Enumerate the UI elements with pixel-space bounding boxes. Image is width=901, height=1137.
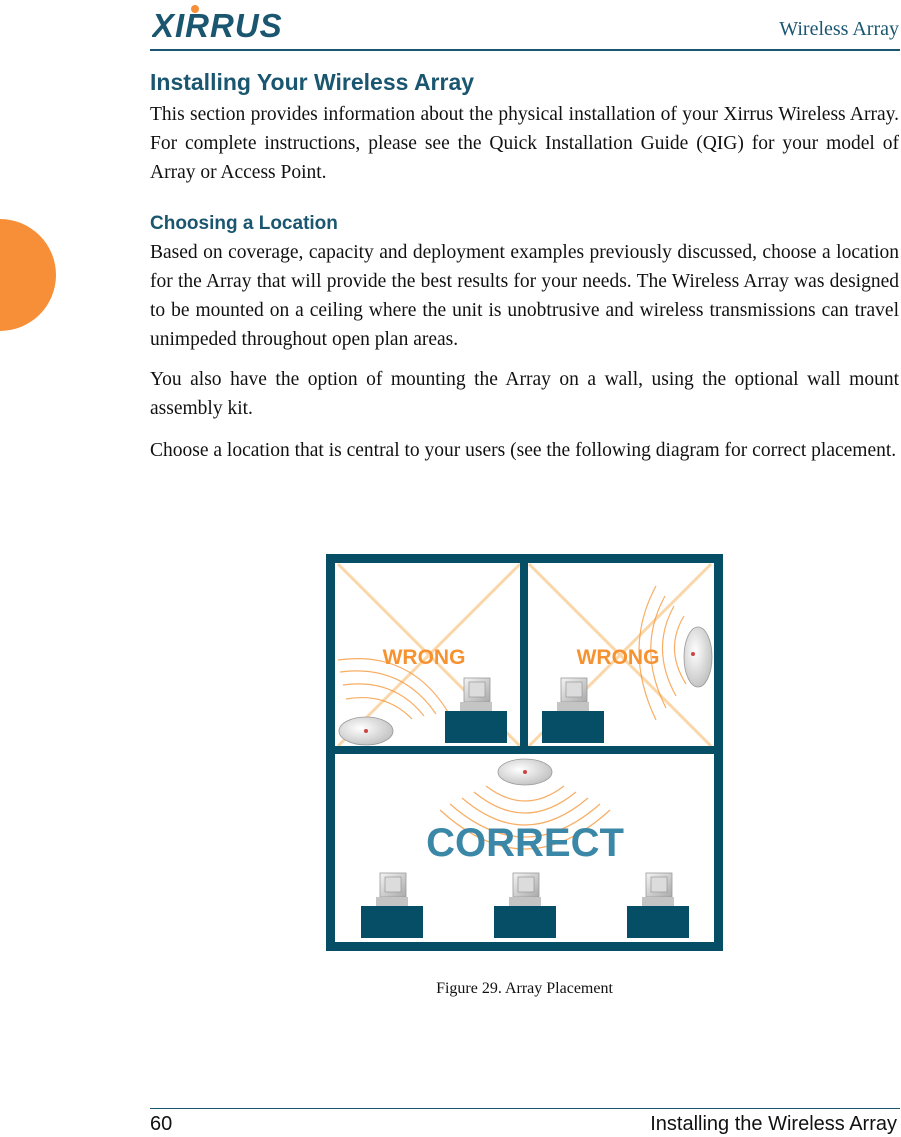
signal-waves <box>338 586 686 849</box>
wall-top <box>326 554 723 563</box>
workstation-1 <box>445 678 507 743</box>
label-correct: CORRECT <box>426 821 624 865</box>
wall-right <box>714 554 723 951</box>
workstation-2 <box>542 678 604 743</box>
wall-bottom <box>326 942 723 951</box>
logo-wordmark: XIRRUS <box>152 7 283 44</box>
page-content <box>150 64 899 465</box>
footer-rule <box>150 1108 900 1109</box>
workstation-4 <box>494 873 556 938</box>
chapter-tab-marker <box>0 219 56 331</box>
wall-middle <box>520 563 528 746</box>
page-number: 60 <box>150 1113 173 1135</box>
wall-left <box>326 554 335 951</box>
subsection-title: Choosing a Location <box>150 213 338 234</box>
label-wrong-left: WRONG <box>382 646 466 669</box>
array-unit-wall-right <box>684 627 712 687</box>
workstation-5 <box>627 873 689 938</box>
header-rule <box>150 49 900 51</box>
paragraph-wall-mount: You also have the option of mounting the Array on a wall, using the optional wall mount assembly kit. <box>150 369 899 419</box>
paragraph-central: Choose a location that is central to your users (see the following diagram for correct placement. <box>150 440 897 461</box>
workstation-3 <box>361 873 423 938</box>
array-placement-diagram <box>326 554 723 951</box>
section-intro: This section provides information about the physical installation of your Xirrus Wireless Array. For complete instructions, please see the Quick Installation Guide (QIG) for your model of Array or Access Point. <box>150 104 899 183</box>
running-title: Wireless Array <box>779 18 899 40</box>
paragraph-location: Based on coverage, capacity and deployment examples previously discussed, choose a location for the Array that will provide the best results for your needs. The Wireless Array was designed to be mounted on a ceiling where the unit is unobtrusive and wireless transmissions can travel unimpeded throughout open plan areas. <box>150 242 899 350</box>
xirrus-logo <box>152 4 312 44</box>
figure-caption: Figure 29. Array Placement <box>436 980 613 997</box>
wall-divider <box>335 746 714 754</box>
section-title: Installing Your Wireless Array <box>150 69 475 95</box>
label-wrong-right: WRONG <box>576 646 660 669</box>
chapter-title: Installing the Wireless Array <box>650 1113 897 1135</box>
